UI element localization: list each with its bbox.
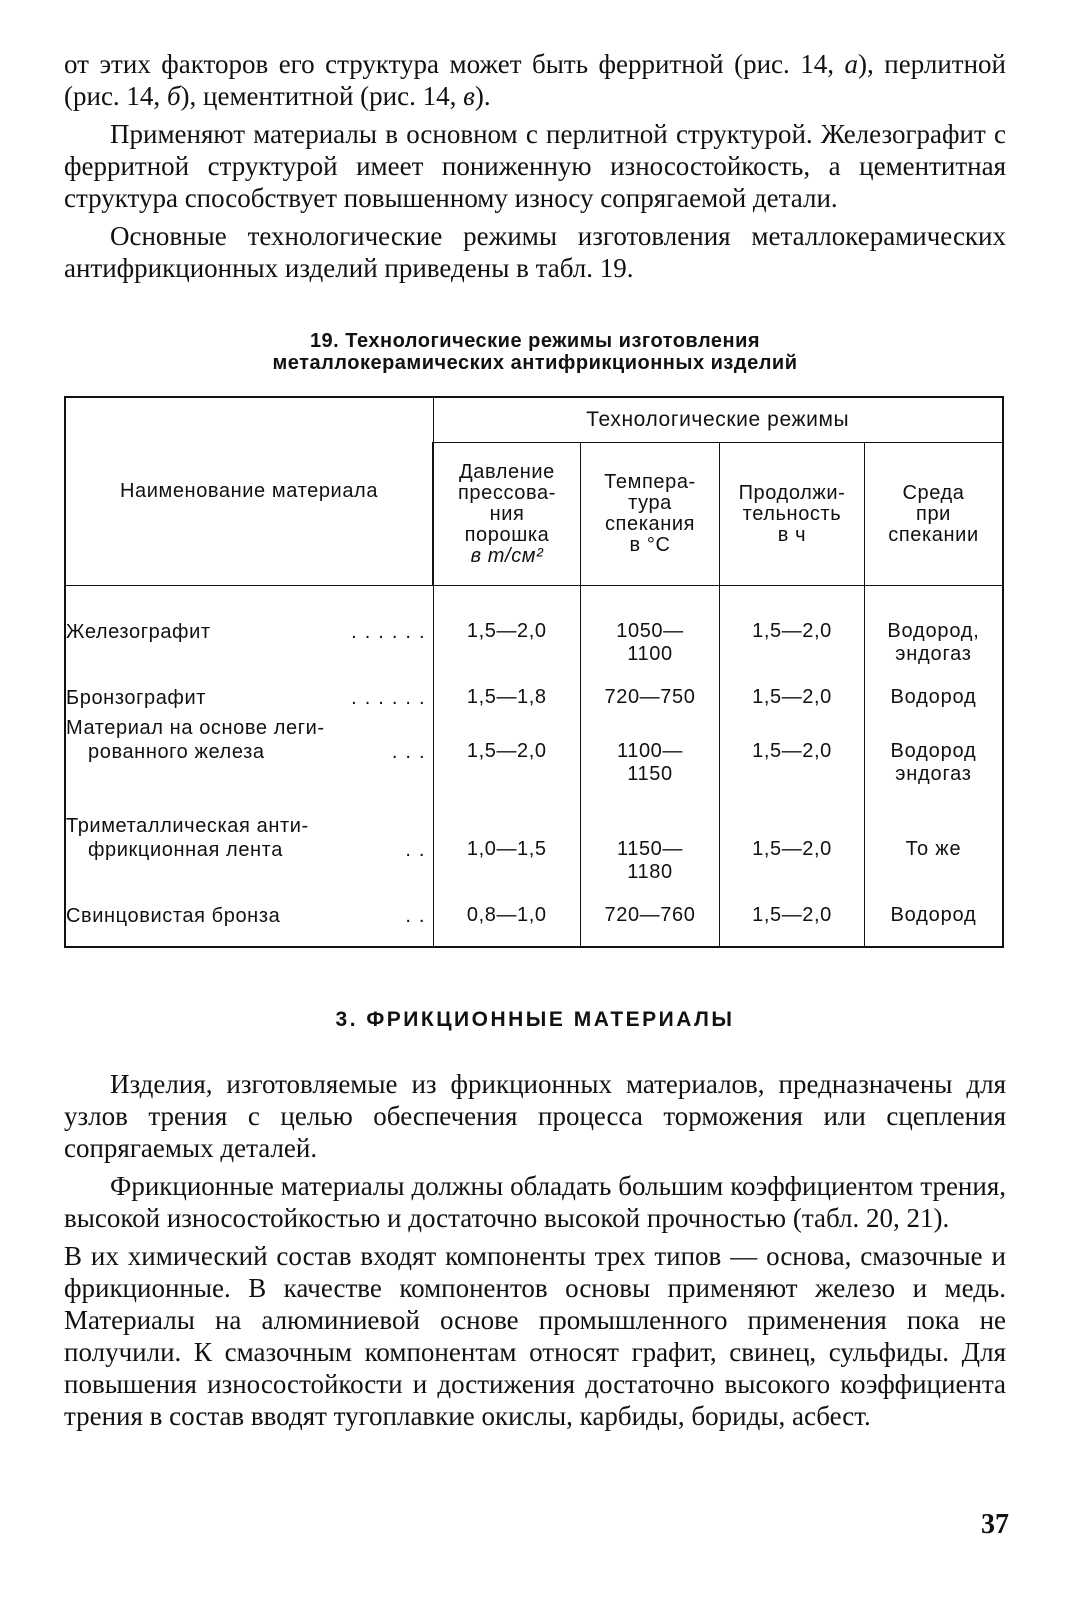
cell-duration: 1,5—2,0 — [720, 894, 865, 947]
col-header-temperature: Темпера- тура спекания в °С — [581, 443, 720, 586]
cell-medium: То же — [865, 804, 1004, 894]
cell-duration: 1,5—2,0 — [720, 586, 865, 667]
cell-medium: Водород, эндогаз — [865, 586, 1004, 667]
cell-duration: 1,5—2,0 — [720, 804, 865, 894]
cell-temperature: 720—750 — [581, 666, 720, 710]
col-header-material: Наименование материала — [65, 397, 433, 586]
paragraph-table-reference: Основные технологические режимы изготовления металлокерамических антифрикционных изделий приведены в табл. 19. — [64, 221, 1006, 283]
cell-pressure: 1,0—1,5 — [433, 804, 581, 894]
cell-temperature: 1150— 1180 — [581, 804, 720, 894]
cell-material: Бронзографит ...... — [65, 666, 433, 710]
document-page — [64, 48, 1006, 1432]
cell-medium: Водород — [865, 894, 1004, 947]
table-row — [65, 710, 1003, 804]
cell-material: Свинцовистая бронза .. — [65, 894, 433, 947]
cell-pressure: 1,5—2,0 — [433, 710, 581, 804]
cell-pressure: 1,5—1,8 — [433, 666, 581, 710]
col-header-duration: Продолжи- тельность в ч — [720, 443, 865, 586]
paragraph-friction-composition: В их химический состав входят компоненты трех типов — основа, смазочные и фрикционные. В качестве компонентов основы применяют железо и медь. Материалы на алюминиевой основе промышленного применения пока не получили. К смазочным компонентам относят графит, свинец, сульфиды. Для повышения износостойкости и достижения достаточно высокого коэффициента трения в состав вводят тугоплавкие окислы, карбиды, бориды, асбест. — [64, 1241, 1006, 1431]
cell-temperature: 1100— 1150 — [581, 710, 720, 804]
regimes-table — [64, 396, 1004, 948]
table-row — [65, 894, 1003, 947]
cell-pressure: 0,8—1,0 — [433, 894, 581, 947]
cell-material: Триметаллическая анти- фрикционная лента .. — [65, 804, 433, 894]
paragraph-perlite-structure: Применяют материалы в основном с перлитной структурой. Железографит с ферритной структурой имеет пониженную износостойкость, а цементитная структура способствует повышенному износу сопрягаемой детали. — [64, 119, 1006, 213]
cell-temperature: 720—760 — [581, 894, 720, 947]
section-body — [64, 1068, 1006, 1432]
cell-pressure: 1,5—2,0 — [433, 586, 581, 667]
cell-duration: 1,5—2,0 — [720, 666, 865, 710]
section-heading: 3. ФРИКЦИОННЫЕ МАТЕРИАЛЫ — [335, 1008, 735, 1031]
col-header-medium: Среда при спекании — [865, 443, 1004, 586]
table-header-row — [65, 397, 1003, 443]
cell-material: Железографит ...... — [65, 586, 433, 667]
cell-material: Материал на основе леги- рованного железа ... — [65, 710, 433, 804]
table-row — [65, 804, 1003, 894]
table-row — [65, 586, 1003, 667]
paragraph-structure-types: от этих факторов его структура может быть ферритной (рис. 14, а), перлитной (рис. 14, б), цементитной (рис. 14, в). — [64, 49, 1006, 111]
cell-medium: Водород эндогаз — [865, 710, 1004, 804]
table-caption: 19. Технологические режимы изготовления металлокерамических антифрикционных изделий — [272, 330, 798, 374]
cell-medium: Водород — [865, 666, 1004, 710]
col-header-pressure: Давление прессова- ния порошка в т/см² — [433, 443, 581, 586]
cell-temperature: 1050— 1100 — [581, 586, 720, 667]
cell-duration: 1,5—2,0 — [720, 710, 865, 804]
col-header-group: Технологические режимы — [433, 397, 1003, 443]
paragraph-friction-properties: Фрикционные материалы должны обладать большим коэффициентом трения, высокой износостойкостью и достаточно высокой прочностью (табл. 20, 21). — [64, 1171, 1006, 1233]
table-row — [65, 666, 1003, 710]
page-number: 37 — [981, 1509, 1009, 1540]
paragraph-friction-purpose: Изделия, изготовляемые из фрикционных материалов, предназначены для узлов трения с целью обеспечения процесса торможения или сцепления сопрягаемых деталей. — [64, 1069, 1006, 1163]
